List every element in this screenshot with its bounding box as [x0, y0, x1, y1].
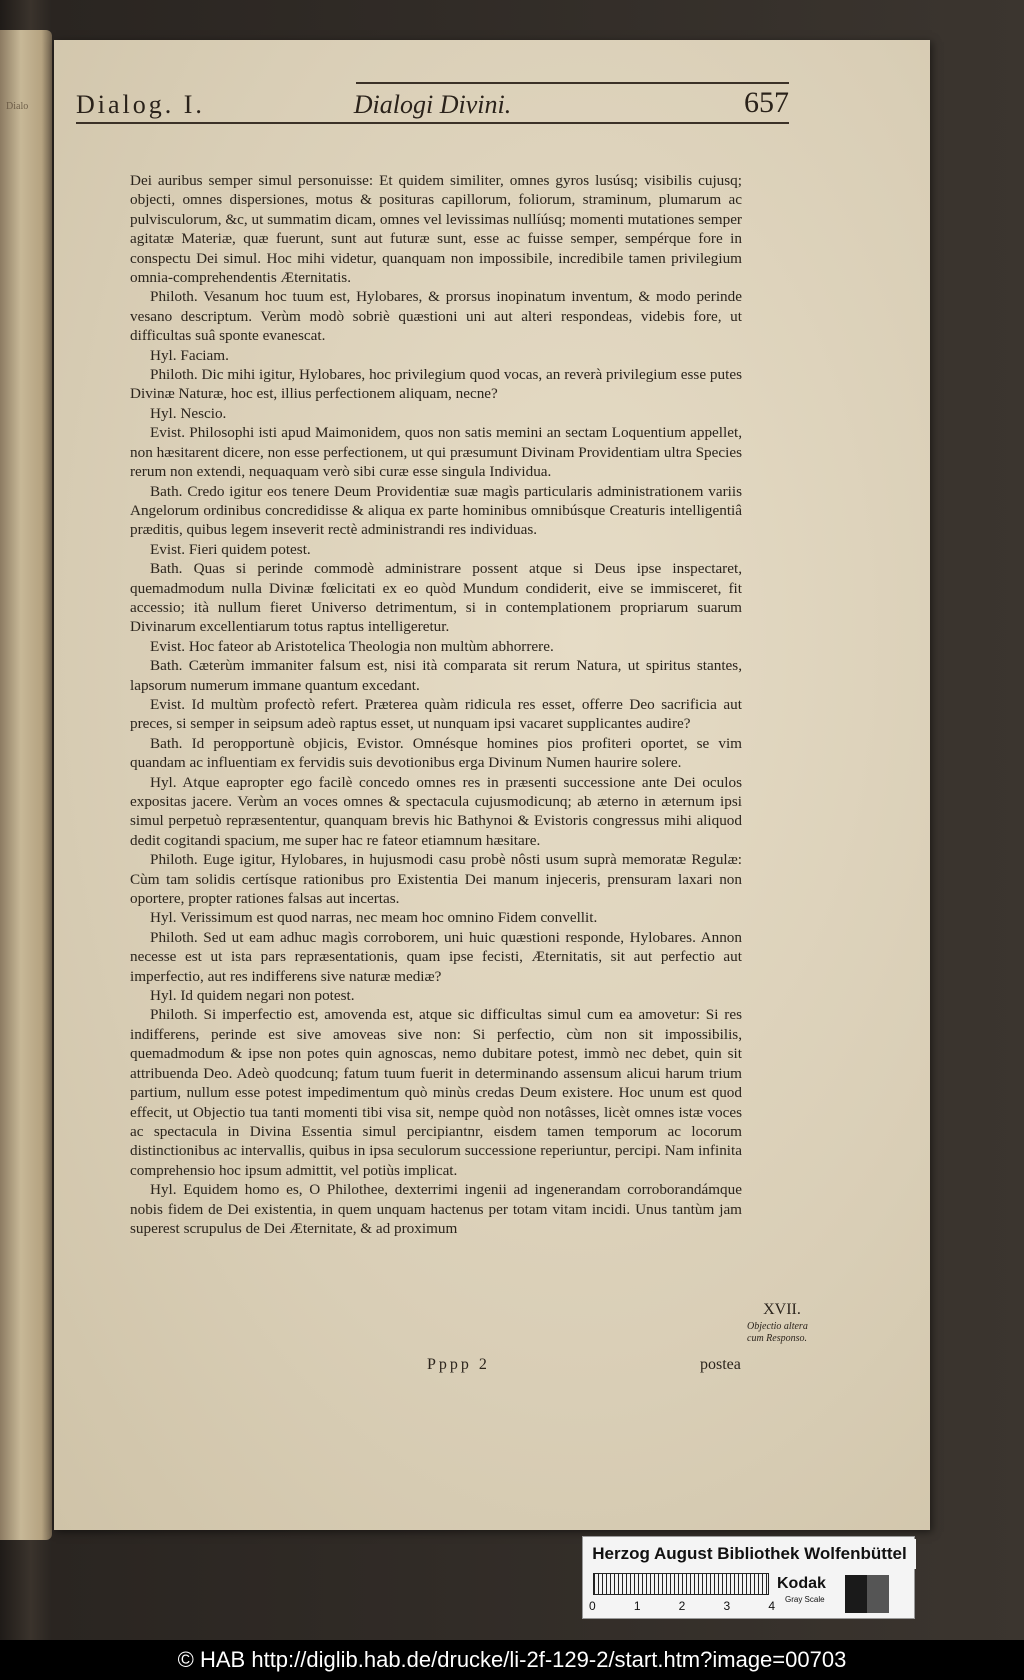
paragraph: Hyl. Equidem homo es, O Philothee, dexterrimi ingenii ad ingenerandam corroborandámque nobis fidem de Dei existentia, in quem unquam hactenus per totam vitam incidi. Unus tantùm jam superest scrupulus de Dei Æternitate, & ad proximum	[130, 1181, 742, 1237]
kodak-label: Kodak	[777, 1575, 826, 1592]
paragraph: Philoth. Euge igitur, Hylobares, in hujusmodi casu probè nôsti usum suprà memoratæ Regulæ: Cùm tam solidis certísque rationibus pro Existentia Dei manum injeceris, prensuram laxari non oportere, propter rationes falsas aut incertas.	[130, 851, 742, 908]
paragraph: Bath. Cæterùm immaniter falsum est, nisi ità comparata sit rerum Natura, ut spiritus stantes, lapsorum numerum immane quantum excedant.	[130, 657, 742, 694]
signature-mark: Pppp 2	[427, 1356, 490, 1373]
paragraph: Philoth. Vesanum hoc tuum est, Hylobares, & prorsus inopinatum inventum, & modo perinde vesano descriptum. Verùm modò sobriè quæstioni uni aut alteri respondeas, videbis fore, ut difficultas suâ sponte evanescat.	[130, 288, 742, 345]
ruler-tick-label: 4	[768, 1599, 775, 1613]
paragraph: Bath. Credo igitur eos tenere Deum Providentiæ suæ magìs particularis administrationem variis Angelorum ordinibus concredidisse & aliqua ex parte hominibus omnibúsque Creaturis intelligentiâ præditis, quibus legem inseverit rectè administrandi res individuas.	[130, 482, 742, 539]
ruler-tick-label: 3	[723, 1599, 731, 1613]
ruler-ticks	[589, 1599, 775, 1613]
marginal-section-number: XVII.	[763, 1301, 801, 1318]
header-rule-bottom	[76, 122, 789, 124]
gray-patch-dark	[845, 1575, 867, 1613]
header-dialog-label: Dialog. I.	[76, 90, 205, 119]
ruler-tick-label: 1	[633, 1599, 641, 1613]
header-rule-top	[356, 82, 789, 84]
paragraph: Philoth. Dic mihi igitur, Hylobares, hoc privilegium quod vocas, an reverà privilegium esse putes Divinæ Naturæ, hoc est, illius perfectionem aliquam, necne?	[130, 366, 742, 403]
gray-patch-mid	[867, 1575, 889, 1613]
library-name: Herzog August Bibliothek Wolfenbüttel	[583, 1539, 916, 1569]
ruler-tick-label: 2	[678, 1599, 686, 1613]
marginal-note-text: Objectio altera cum Responso.	[747, 1321, 808, 1344]
paragraph: Bath. Id peropportunè objicis, Evistor. Omnésque homines pios profiteri oportet, se vim quandam ac influentiam ex fervidis suis devotionibus erga Divinum Numen haurire solere.	[130, 734, 742, 772]
ruler-tick-label: 0	[589, 1599, 596, 1613]
paragraph: Evist. Philosophi isti apud Maimonidem, quos non satis memini an sectam Loquentium appellet, non hæsitarent dicere, non esse perfectionem, ut qui præsumunt Divinam Providentiam ultra Species rerum non extendi, nequaquam verò sibi curæ esse singula Individua.	[130, 424, 742, 481]
marginal-note	[747, 1301, 817, 1345]
facing-page-edge	[0, 30, 52, 1540]
paragraph: Hyl. Nescio.	[150, 404, 227, 422]
footer-link[interactable]: © HAB http://diglib.hab.de/drucke/li-2f-129-2/start.htm?image=00703	[0, 1640, 1024, 1680]
paragraph: Hyl. Atque eapropter ego facilè concedo omnes res in præsenti successione ante Dei oculos expositas jacere. Verùm an voces omnes & spectacula cujusmodicunq; ab æterno in æternum ipsi simul perpetuò repræsententur, quanquam brevis hic Bathynoi & Evistoris congressus mihi aliquod dedit cogitandi spacium, me super hac re fateor etiamnum hæsitare.	[130, 773, 742, 849]
paragraph: Evist. Id multùm profectò refert. Præterea quàm ridicula res esset, offerre Deo sacrificia aut preces, si semper in seipsum adeò raptus esset, ut nunquam ipsi vacaret supplicantes audire?	[130, 695, 742, 733]
page-number: 657	[744, 86, 789, 119]
paragraph: Hyl. Verissimum est quod narras, nec meam hoc omnino Fidem convellit.	[150, 909, 598, 927]
paragraph: Dei auribus semper simul personuisse: Et quidem similiter, omnes gyros lusúsq; visibilis cujusq; objecti, omnes dispersiones, motus & posituras capillorum, foliorum, straminum, plumarum ac pulvisculorum, &c, ut summatim dicam, omnes vel levissimas nullíúsq; momenti mutationes semper agitatæ Materiæ, quæ fuerunt, sunt aut futuræ sunt, esse ac fuisse semper, sempérque fore in conspectu Dei simul. Hoc mihi videtur, quanquam non impossibile, incredibile tamen privilegium omnia-comprehendentis Æternitatis.	[130, 172, 742, 287]
color-calibration-bar	[582, 1536, 915, 1619]
catchword: postea	[700, 1356, 741, 1373]
gray-scale-label: Gray Scale	[785, 1595, 825, 1604]
facing-page-fragment: Dialo	[6, 101, 29, 112]
header-title: Dialogi Divini.	[353, 90, 512, 119]
paragraph: Hyl. Faciam.	[150, 346, 229, 364]
running-header	[76, 82, 789, 122]
paragraph: Philoth. Sed ut eam adhuc magìs corroborem, uni huic quæstioni responde, Hylobares. Annon necesse est ut ista pars repræsentationis, quam ipse fecisti, Æternitatis, sit aut perfectio aut imperfectio, aut res indifferens sive naturæ mediæ?	[130, 928, 742, 985]
paragraph: Hyl. Id quidem negari non potest.	[150, 987, 355, 1005]
body-text	[130, 171, 742, 1238]
scale-ruler	[593, 1573, 769, 1595]
paragraph: Evist. Hoc fateor ab Aristotelica Theologia non multùm abhorrere.	[150, 637, 554, 655]
paragraph: Bath. Quas si perinde commodè administrare possent atque si Deus ipse inspectaret, quemadmodum nulla Divinæ fœlicitati ex eo quòd Mundum condiderit, eive se immisceret, fit accessio; ità nullum fieret Universo detrimentum, si in contemplationem propriarum suarum Divinarum excellentiarum totus raptus intelligeretur.	[130, 560, 742, 636]
paragraph: Evist. Fieri quidem potest.	[150, 540, 311, 558]
paragraph: Philoth. Si imperfectio est, amovenda est, atque sic difficultas simul cum ea amovetur: Si res indifferens, perinde est sive amoveas sive non: Si perfectio, cùm non sit impossibilis, quemadmodum & ipse non potes quin agnoscas, nemo dubitare potest, immò nec debet, quin sit attribuenda Deo. Adeò quodcunq; fatum tuum fuerit in determinando assensum alicui harum trium partium, nullum esse potest impedimentum quò minùs credas Deum existere. Hoc unum est quod effecit, ut Objectio tua tanti momenti tibi visa sit, nempe quòd non notâsses, licèt omnes istæ voces ac spectacula in Divina Essentia simul percipiantnr, eisdem tamen temporum ac locorum distinctionibus ac intervallis, quibus in ipsa seculorum successione reperiuntur, percipi. Nam infinita comprehensio hoc ipsum admittit, vel potiùs implicat.	[130, 1006, 742, 1179]
